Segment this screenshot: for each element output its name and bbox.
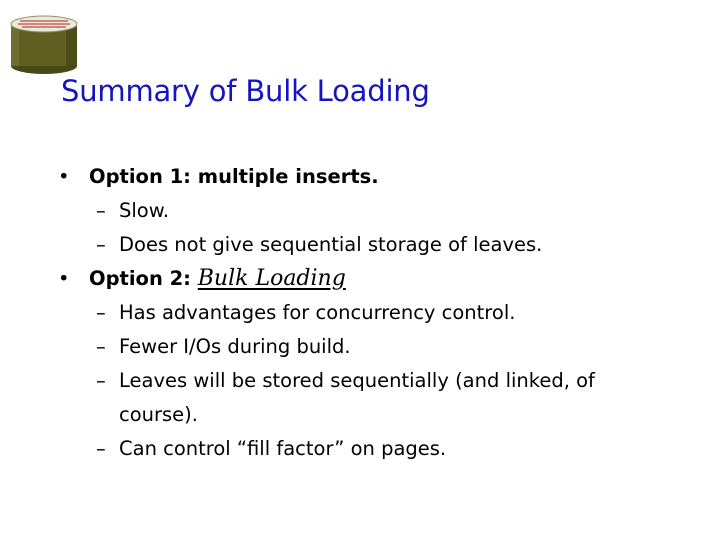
bullet-option-2 [58,262,698,296]
sub-bullet-text: Can control “fill factor” on pages. [119,437,447,460]
dash-marker: – [96,335,106,358]
sub-bullet [58,330,698,364]
bullet-label: Option 2: [89,267,198,290]
bullet-marker: • [58,267,70,290]
dash-marker: – [96,199,106,222]
sub-bullet-text: Has advantages for concurrency control. [119,301,516,324]
sub-bullet [58,228,698,262]
dash-marker: – [96,233,106,256]
dash-marker: – [96,301,106,324]
sub-bullet [58,296,698,330]
database-cylinder-icon [8,14,80,76]
sub-bullet [58,194,698,228]
dash-marker: – [96,369,106,392]
sub-bullet-text: Fewer I/Os during build. [119,335,351,358]
sub-bullet-text: Does not give sequential storage of leaves. [119,233,543,256]
bullet-label: Option 1: multiple inserts. [89,165,379,188]
sub-bullet [58,432,698,466]
bullet-emphasis: Bulk Loading [197,266,346,291]
slide-title: Summary of Bulk Loading [61,74,430,108]
bullet-option-1 [58,160,698,194]
sub-bullet [58,364,698,432]
bullet-marker: • [58,165,70,188]
dash-marker: – [96,437,106,460]
sub-bullet-text: Slow. [119,199,170,222]
bullet-list [58,160,698,466]
sub-bullet-text: Leaves will be stored sequentially (and linked, of course). [119,369,595,426]
